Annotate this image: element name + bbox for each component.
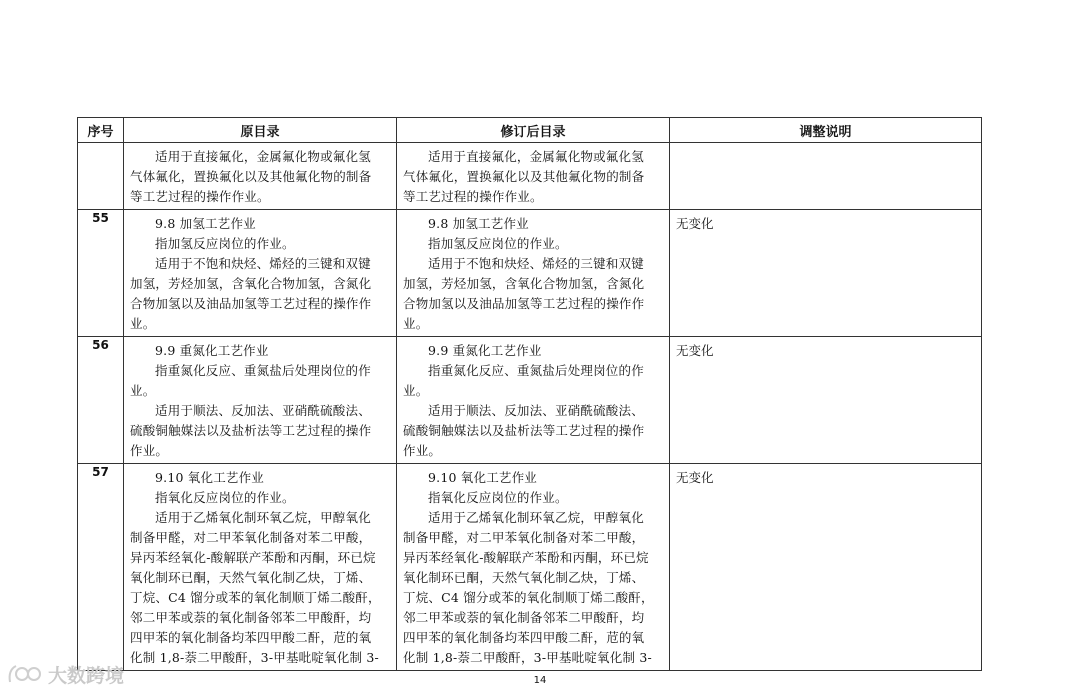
original-text-line: 业。 (130, 383, 156, 398)
original-text-line: 指加氢反应岗位的作业。 (155, 236, 295, 251)
header-seq: 序号 (78, 118, 124, 143)
revised-text-line: 作业。 (403, 443, 442, 458)
watermark-logo-icon (6, 662, 44, 686)
row-seq (78, 143, 124, 210)
header-original: 原目录 (124, 118, 397, 143)
original-text-line: 异丙苯经氧化-酸解联产苯酚和丙酮，环已烷 (130, 550, 376, 565)
table-row (78, 210, 982, 337)
original-text-line: 邻二甲苯或萘的氧化制备邻苯二甲酸酐，均 (130, 610, 372, 625)
row-adjustment-note (670, 143, 982, 210)
revised-text-line: 等工艺过程的操作作业。 (403, 189, 543, 204)
revised-text-line: 四甲苯的氧化制备均苯四甲酸二酐，苊的氧 (403, 630, 645, 645)
header-revised: 修订后目录 (397, 118, 670, 143)
row-original-cell (124, 337, 397, 464)
original-text-line: 9.8 加氢工艺作业 (155, 216, 256, 231)
revised-text-line: 适用于顺法、反加法、亚硝酰硫酸法、 (428, 403, 644, 418)
table-row (78, 464, 982, 671)
original-text-line: 合物加氢以及油品加氢等工艺过程的操作作 (130, 296, 372, 311)
original-text-line: 制备甲醛，对二甲苯氧化制备对苯二甲酸， (130, 530, 372, 545)
watermark (6, 660, 124, 688)
page-number: 14 (533, 675, 547, 686)
revised-text-line: 适用于乙烯氧化制环氧乙烷，甲醇氧化 (428, 510, 644, 525)
original-text-line: 加氢，芳烃加氢，含氧化合物加氢，含氮化 (130, 276, 372, 291)
row-revised-cell (397, 143, 670, 210)
row-seq: 56 (78, 337, 124, 464)
revised-text-line: 制备甲醛，对二甲苯氧化制备对苯二甲酸， (403, 530, 645, 545)
revised-text-line: 氧化制环已酮，天然气氧化制乙炔，丁烯、 (403, 570, 645, 585)
original-text-line: 9.9 重氮化工艺作业 (155, 343, 269, 358)
original-text-line: 化制 1,8-萘二甲酸酐，3-甲基吡啶氧化制 3- (130, 650, 379, 665)
row-original-cell (124, 210, 397, 337)
row-adjustment-note: 无变化 (670, 337, 982, 464)
revised-text-line: 丁烷、C4 馏分或苯的氧化制顺丁烯二酸酐， (403, 590, 654, 605)
original-text-line: 适用于乙烯氧化制环氧乙烷，甲醇氧化 (155, 510, 371, 525)
original-text-line: 适用于不饱和炔烃、烯烃的三键和双键 (155, 256, 371, 271)
watermark-text: 大数跨境 (48, 664, 125, 687)
original-text-line: 指重氮化反应、重氮盐后处理岗位的作 (155, 363, 371, 378)
revised-text-line: 化制 1,8-萘二甲酸酐，3-甲基吡啶氧化制 3- (403, 650, 652, 665)
revised-text-line: 指加氢反应岗位的作业。 (428, 236, 568, 251)
original-text-line: 气体氟化，置换氟化以及其他氟化物的制备 (130, 169, 372, 184)
original-text-line: 作业。 (130, 443, 169, 458)
original-text-line: 硫酸铜触媒法以及盐析法等工艺过程的操作 (130, 423, 372, 438)
original-text-line: 业。 (130, 316, 156, 331)
original-text-line: 等工艺过程的操作作业。 (130, 189, 270, 204)
original-text-line: 氧化制环已酮，天然气氧化制乙炔，丁烯、 (130, 570, 372, 585)
original-text-line: 适用于直接氟化，金属氟化物或氟化氢 (155, 149, 371, 164)
revised-text-line: 邻二甲苯或萘的氧化制备邻苯二甲酸酐，均 (403, 610, 645, 625)
revised-text-line: 9.9 重氮化工艺作业 (428, 343, 542, 358)
revised-text-line: 合物加氢以及油品加氢等工艺过程的操作作 (403, 296, 645, 311)
revised-text-line: 加氢，芳烃加氢，含氧化合物加氢，含氮化 (403, 276, 645, 291)
original-text-line: 丁烷、C4 馏分或苯的氧化制顺丁烯二酸酐， (130, 590, 381, 605)
revised-text-line: 气体氟化，置换氟化以及其他氟化物的制备 (403, 169, 645, 184)
revised-text-line: 指重氮化反应、重氮盐后处理岗位的作 (428, 363, 644, 378)
header-adjustment: 调整说明 (670, 118, 982, 143)
revised-text-line: 适用于直接氟化，金属氟化物或氟化氢 (428, 149, 644, 164)
table-row (78, 143, 982, 210)
revised-text-line: 9.10 氧化工艺作业 (428, 470, 538, 485)
row-revised-cell (397, 464, 670, 671)
row-seq: 57 (78, 464, 124, 671)
original-text-line: 指氧化反应岗位的作业。 (155, 490, 295, 505)
revised-text-line: 业。 (403, 316, 429, 331)
row-seq: 55 (78, 210, 124, 337)
revised-text-line: 适用于不饱和炔烃、烯烃的三键和双键 (428, 256, 644, 271)
row-revised-cell (397, 210, 670, 337)
revised-text-line: 9.8 加氢工艺作业 (428, 216, 529, 231)
row-revised-cell (397, 337, 670, 464)
row-adjustment-note: 无变化 (670, 464, 982, 671)
catalog-comparison-table (77, 117, 982, 671)
revised-text-line: 业。 (403, 383, 429, 398)
row-original-cell (124, 464, 397, 671)
table-header-row (78, 118, 982, 143)
row-adjustment-note: 无变化 (670, 210, 982, 337)
table-row (78, 337, 982, 464)
original-text-line: 适用于顺法、反加法、亚硝酰硫酸法、 (155, 403, 371, 418)
row-original-cell (124, 143, 397, 210)
revised-text-line: 异丙苯经氧化-酸解联产苯酚和丙酮，环已烷 (403, 550, 649, 565)
original-text-line: 9.10 氧化工艺作业 (155, 470, 265, 485)
revised-text-line: 指氧化反应岗位的作业。 (428, 490, 568, 505)
revised-text-line: 硫酸铜触媒法以及盐析法等工艺过程的操作 (403, 423, 645, 438)
original-text-line: 四甲苯的氧化制备均苯四甲酸二酐，苊的氧 (130, 630, 372, 645)
